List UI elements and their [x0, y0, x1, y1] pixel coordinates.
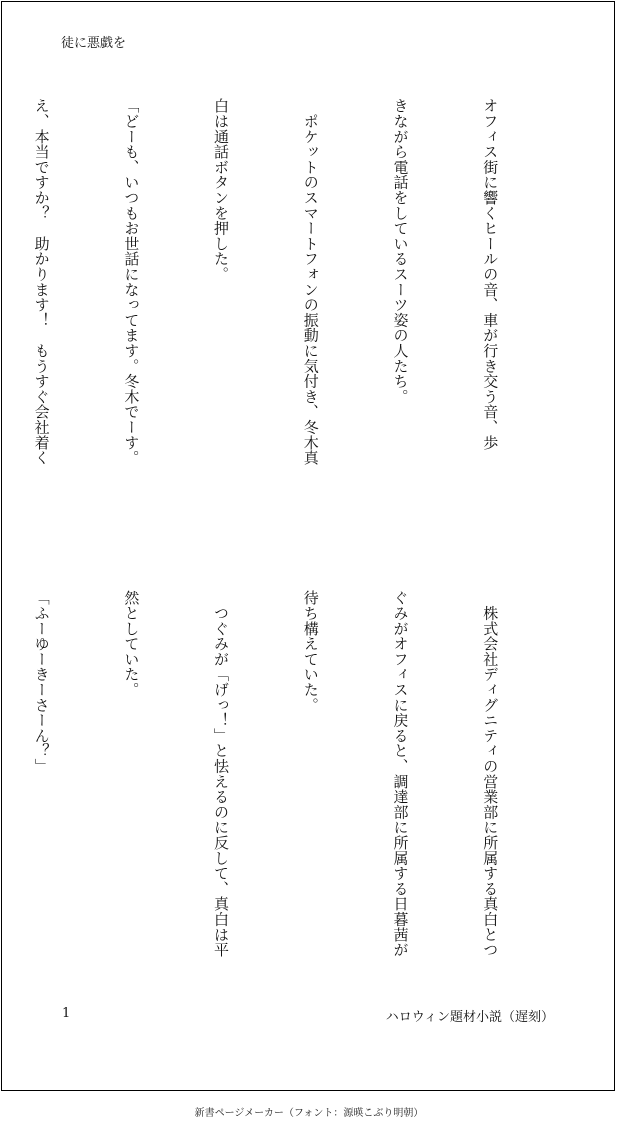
- manuscript-page: [1, 1, 615, 1091]
- text-line: 然としていた。: [122, 590, 141, 698]
- text-line: 白は通話ボタンを押した。: [212, 98, 231, 282]
- text-line: 株式会社ディグニティの営業部に所属する真白とつ: [481, 590, 500, 958]
- chapter-title: 徒に悪戯を: [61, 36, 127, 51]
- text-block-bottom: [32, 590, 564, 976]
- page-number: 1: [62, 1006, 71, 1021]
- text-line: 「どーも、いつもお世話になってます。冬木でーす。: [122, 98, 141, 466]
- text-line: ぐみがオフィスに戻ると、調達部に所属する日暮茜が: [391, 590, 410, 958]
- generator-caption: 新書ページメーカー（フォント：源暎こぶり明朝）: [194, 1108, 424, 1119]
- text-line: きながら電話をしているスーツ姿の人たち。: [391, 98, 410, 404]
- text-block-top: [32, 98, 564, 528]
- text-line: え、本当ですか？ 助かります！ もうすぐ会社着く: [32, 98, 51, 466]
- text-line: ポケットのスマートフォンの振動に気付き、冬木真: [301, 98, 320, 466]
- book-title: ハロウィン題材小説（遅刻）: [385, 1010, 554, 1025]
- text-line: オフィス街に響くヒールの音、車が行き交う音、歩: [481, 98, 500, 450]
- text-line: つぐみが「げっ！」と怯えるのに反して、真白は平: [212, 590, 231, 958]
- text-line: 「ふーゆーきーさーん？」: [32, 590, 51, 774]
- text-line: 待ち構えていた。: [301, 590, 320, 713]
